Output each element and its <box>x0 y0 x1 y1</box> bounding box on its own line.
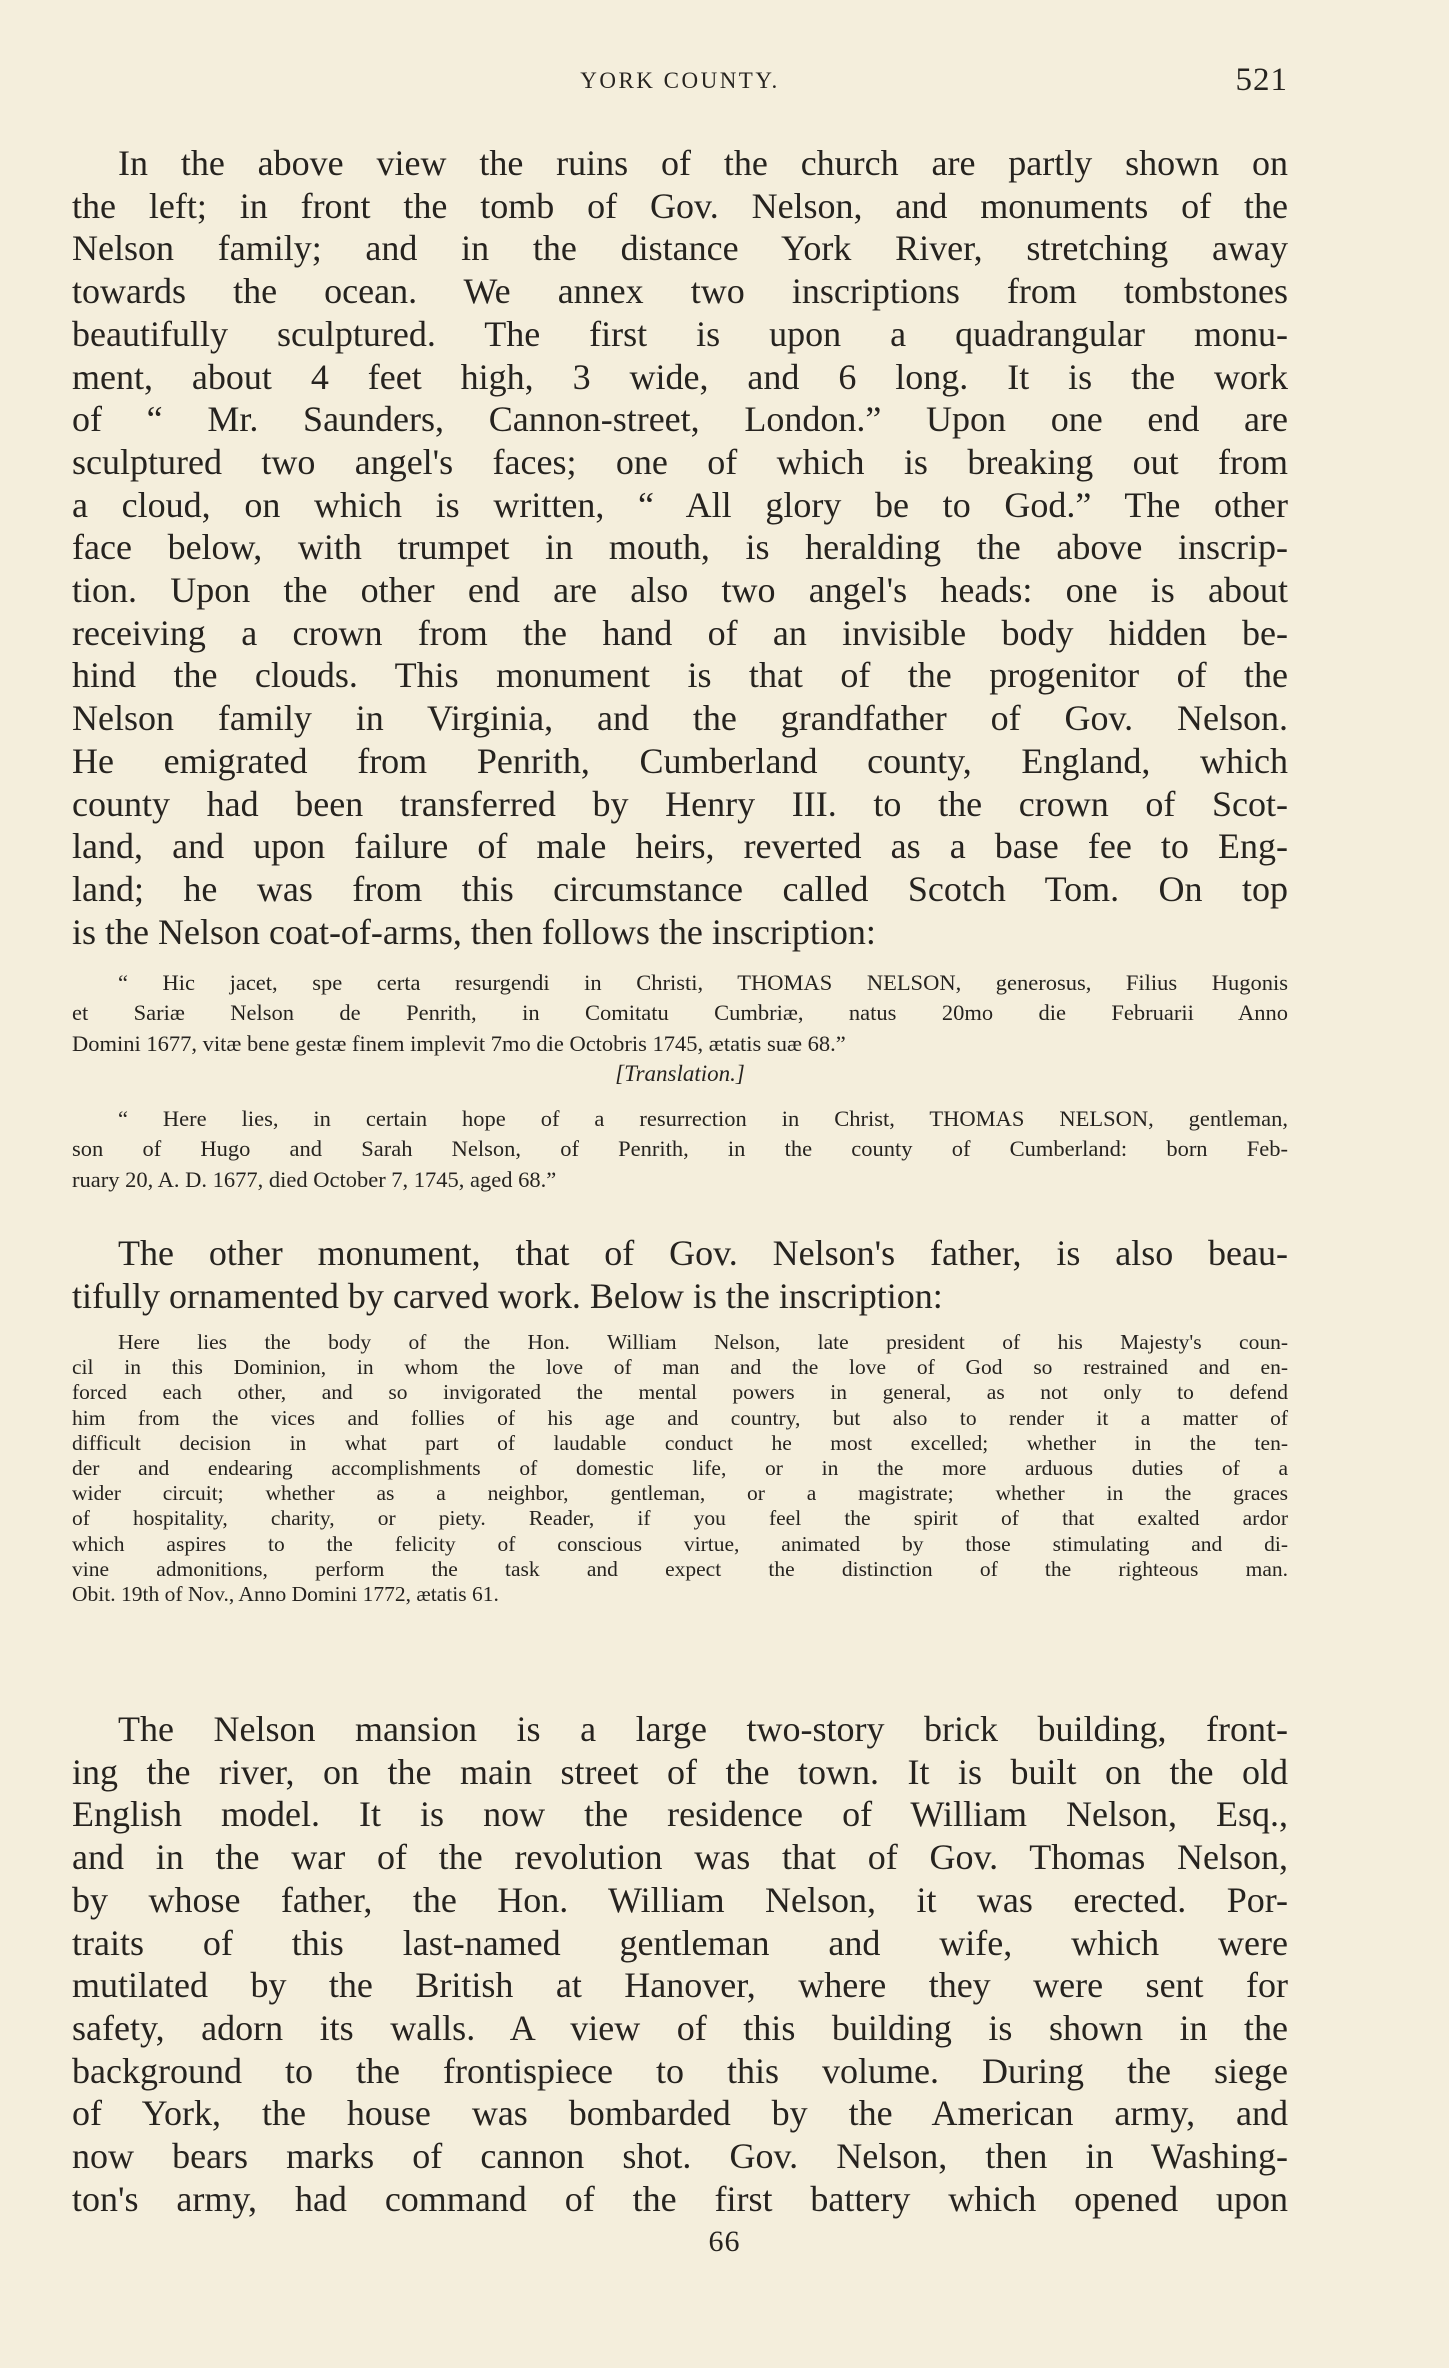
text-line: Nelson family; and in the distance York River, stretching away <box>72 228 1288 269</box>
running-head <box>72 62 1288 102</box>
text-line: face below, with trumpet in mouth, is heralding the above inscrip- <box>72 527 1288 568</box>
text-line: ruary 20, A. D. 1677, died October 7, 1745, aged 68.” <box>72 1166 557 1192</box>
text-line: towards the ocean. We annex two inscriptions from tombstones <box>72 271 1288 312</box>
text-line: forced each other, and so invigorated the mental powers in general, as not only to defend <box>72 1380 1288 1405</box>
text-line: tifully ornamented by carved work. Below is the inscription: <box>72 1275 943 1316</box>
text-line: tion. Upon the other end are also two angel's heads: one is about <box>72 570 1288 611</box>
translation-label: [Translation.] <box>615 1061 745 1086</box>
latin-inscription <box>72 968 1288 1059</box>
text-line: beautifully sculptured. The first is upon a quadrangular monu- <box>72 313 1288 354</box>
text-line: safety, adorn its walls. A view of this building is shown in the <box>72 2007 1288 2048</box>
running-title: YORK COUNTY. <box>580 68 780 93</box>
paragraph-nelson-mansion <box>72 1708 1288 2220</box>
text-line: hind the clouds. This monument is that of the progenitor of the <box>72 655 1288 696</box>
signature-mark: 66 <box>708 2225 741 2258</box>
text-line: English model. It is now the residence of William Nelson, Esq., <box>72 1794 1288 1835</box>
text-line: The other monument, that of Gov. Nelson's father, is also beau- <box>118 1233 1288 1273</box>
text-line: “ Here lies, in certain hope of a resurrection in Christ, THOMAS NELSON, gentleman, <box>118 1106 1288 1131</box>
text-line: traits of this last-named gentleman and wife, which were <box>72 1922 1288 1963</box>
william-nelson-inscription <box>72 1330 1288 1607</box>
text-line: background to the frontispiece to this volume. During the siege <box>72 2050 1288 2091</box>
text-line: He emigrated from Penrith, Cumberland county, England, which <box>72 740 1288 781</box>
text-line: ment, about 4 feet high, 3 wide, and 6 long. It is the work <box>72 356 1288 397</box>
text-line: cil in this Dominion, in whom the love of man and the love of God so restrained and en- <box>72 1355 1288 1380</box>
text-line: land, and upon failure of male heirs, reverted as a base fee to Eng- <box>72 826 1288 867</box>
text-line: “ Hic jacet, spe certa resurgendi in Christi, THOMAS NELSON, generosus, Filius Hugonis <box>118 970 1288 995</box>
text-line: and in the war of the revolution was that of Gov. Thomas Nelson, <box>72 1837 1288 1878</box>
text-line: Obit. 19th of Nov., Anno Domini 1772, ætatis 61. <box>72 1582 499 1607</box>
text-line: the left; in front the tomb of Gov. Nelson, and monuments of the <box>72 185 1288 226</box>
text-line: difficult decision in what part of laudable conduct he most excelled; whether in the ten- <box>72 1430 1288 1455</box>
text-line: In the above view the ruins of the church are partly shown on <box>118 143 1288 183</box>
text-line: sculptured two angel's faces; one of which is breaking out from <box>72 441 1288 482</box>
page-number: 521 <box>1235 62 1288 98</box>
text-line: by whose father, the Hon. William Nelson, it was erected. Por- <box>72 1879 1288 1920</box>
text-line: vine admonitions, perform the task and expect the distinction of the righteous man. <box>72 1556 1288 1581</box>
text-line: son of Hugo and Sarah Nelson, of Penrith, in the county of Cumberland: born Feb- <box>72 1136 1288 1162</box>
text-line: which aspires to the felicity of conscious virtue, animated by those stimulating and di- <box>72 1531 1288 1556</box>
text-line: a cloud, on which is written, “ All glory be to God.” The other <box>72 484 1288 525</box>
text-line: Nelson family in Virginia, and the grandfather of Gov. Nelson. <box>72 698 1288 739</box>
text-line: now bears marks of cannon shot. Gov. Nelson, then in Washing- <box>72 2136 1288 2177</box>
text-line: is the Nelson coat-of-arms, then follows the inscription: <box>72 911 876 952</box>
text-line: land; he was from this circumstance called Scotch Tom. On top <box>72 868 1288 909</box>
text-line: him from the vices and follies of his age and country, but also to render it a matter of <box>72 1405 1288 1430</box>
text-line: mutilated by the British at Hanover, where they were sent for <box>72 1965 1288 2006</box>
text-line: wider circuit; whether as a neighbor, gentleman, or a magistrate; whether in the graces <box>72 1481 1288 1506</box>
translation-text <box>72 1104 1288 1195</box>
text-line: ing the river, on the main street of the town. It is built on the old <box>72 1751 1288 1792</box>
text-line: of “ Mr. Saunders, Cannon-street, London.” Upon one end are <box>72 399 1288 440</box>
paragraph-other-monument <box>72 1232 1288 1317</box>
text-line: Domini 1677, vitæ bene gestæ finem implevit 7mo die Octobris 1745, ætatis suæ 68.” <box>72 1030 846 1056</box>
text-line: county had been transferred by Henry III. to the crown of Scot- <box>72 783 1288 824</box>
text-line: The Nelson mansion is a large two-story brick building, front- <box>118 1709 1288 1749</box>
text-line: der and endearing accomplishments of domestic life, or in the more arduous duties of a <box>72 1456 1288 1481</box>
text-line: of York, the house was bombarded by the American army, and <box>72 2093 1288 2134</box>
text-line: et Sariæ Nelson de Penrith, in Comitatu Cumbriæ, natus 20mo die Februarii Anno <box>72 1000 1288 1026</box>
text-line: ton's army, had command of the first battery which opened upon <box>72 2178 1288 2219</box>
text-line: of hospitality, charity, or piety. Reader, if you feel the spirit of that exalted ardor <box>72 1506 1288 1531</box>
paragraph-church-ruins <box>72 142 1288 953</box>
text-line: Here lies the body of the Hon. William Nelson, late president of his Majesty's coun- <box>118 1330 1288 1354</box>
text-line: receiving a crown from the hand of an invisible body hidden be- <box>72 612 1288 653</box>
